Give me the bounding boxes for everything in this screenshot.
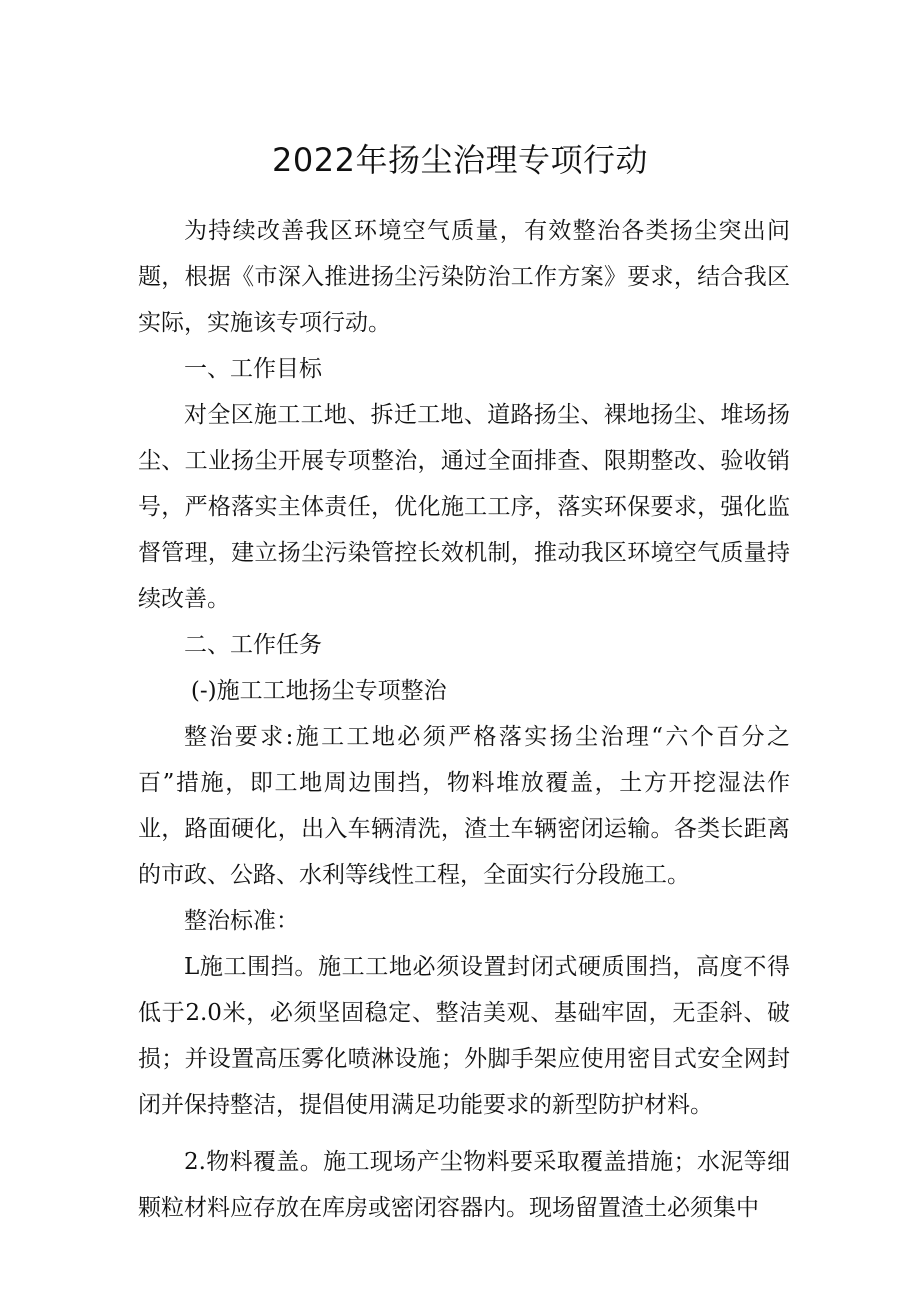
rectification-standards-label: 整治标准：	[184, 908, 299, 934]
document-body	[138, 208, 790, 1231]
subsection-heading-construction-sites: (-)施工工地扬尘专项整治	[190, 678, 447, 704]
section-heading-work-goals: 一、工作目标	[184, 356, 322, 382]
standard-item-1-enclosure: L施工围挡。施工工地必须设置封闭式硬质围挡，高度不得低于2.0米，必须坚固稳定、整洁美观、基础牢固，无歪斜、破损；并设置高压雾化喷淋设施；外脚手架应使用密目式安全网封闭并保持整洁，提倡使用满足功能要求的新型防护材料。	[138, 954, 790, 1118]
section-heading-work-tasks: 二、工作任务	[184, 632, 322, 658]
work-goals-paragraph: 对全区施工工地、拆迁工地、道路扬尘、裸地扬尘、堆场扬尘、工业扬尘开展专项整治，通过全面排查、限期整改、验收销号，严格落实主体责任，优化施工工序，落实环保要求，强化监督管理，建立扬尘污染管控长效机制，推动我区环境空气质量持续改善。	[138, 402, 790, 612]
intro-paragraph: 为持续改善我区环境空气质量，有效整治各类扬尘突出问题，根据《市深入推进扬尘污染防治工作方案》要求，结合我区实际，实施该专项行动。	[138, 218, 790, 336]
document-title: 2022年扬尘治理专项行动	[272, 141, 648, 179]
standard-item-2-material-cover: 2.物料覆盖。施工现场产尘物料要采取覆盖措施；水泥等细颗粒材料应存放在库房或密闭容器内。现场留置渣土必须集中	[138, 1149, 790, 1221]
rectification-requirements-paragraph: 整治要求:施工工地必须严格落实扬尘治理“六个百分之百”措施，即工地周边围挡，物料堆放覆盖，土方开挖湿法作业，路面硬化，出入车辆清洗，渣土车辆密闭运输。各类长距离的市政、公路、水利等线性工程，全面实行分段施工。	[138, 724, 790, 888]
